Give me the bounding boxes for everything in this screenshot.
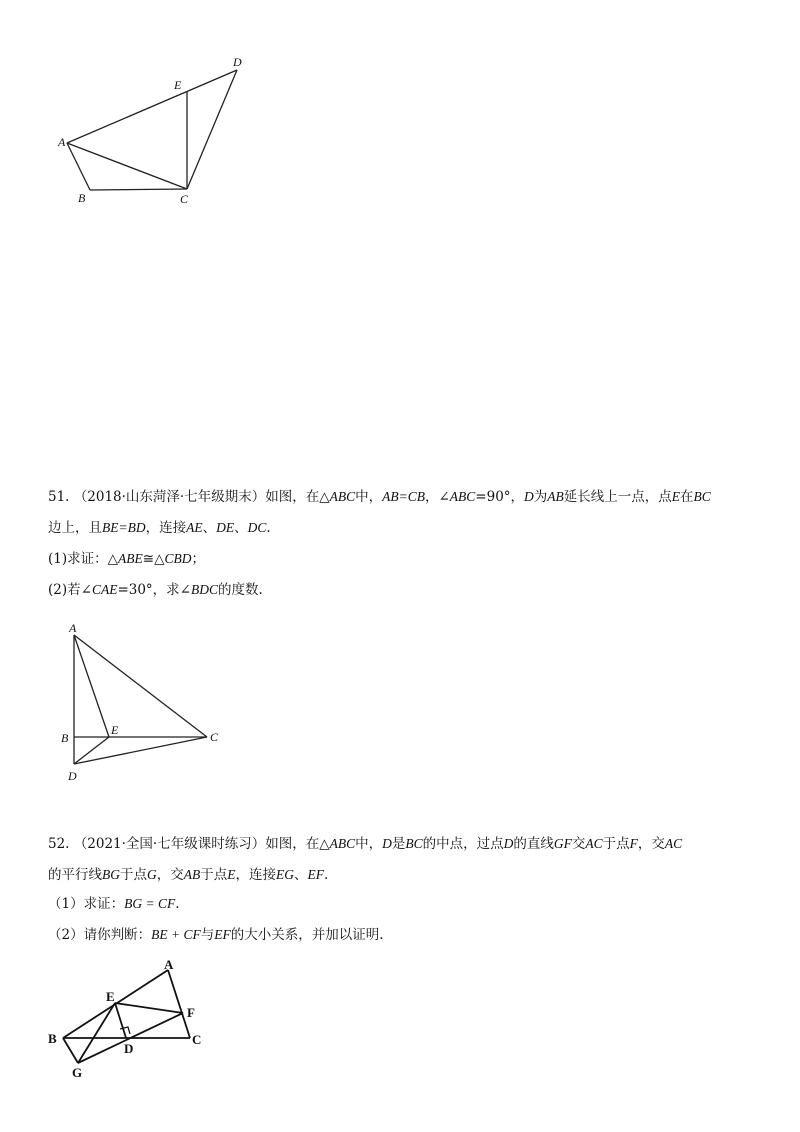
label-A: A	[69, 621, 77, 635]
q52-line1: 52. （2021·全国·七年级课时练习）如图，在△ABC中，D是BC的中点，过点D的直线GF交AC于点F，交AC	[48, 836, 683, 852]
q51-line2: 边上，且BE=BD，连接AE、DE、DC.	[48, 520, 271, 536]
label-E: E	[111, 723, 119, 737]
label-B: B	[78, 191, 86, 205]
label-D: D	[124, 1041, 134, 1056]
label-A: A	[58, 135, 66, 149]
q51-part1: (1)求证：△ABE≅△CBD；	[48, 551, 205, 567]
q52-part1: （1）求证：BG = CF.	[48, 896, 180, 912]
q51-line1: 51. （2018·山东菏泽·七年级期末）如图，在△ABC中，AB=CB，∠ABC=90°，D为AB延长线上一点，点E在BC	[48, 489, 711, 505]
q52-number: 52.	[48, 836, 70, 852]
q52-part2: （2）请你判断：BE + CF与EF的大小关系，并加以证明.	[48, 927, 384, 943]
q52-source: （2021·全国·七年级课时练习）	[73, 836, 266, 852]
q51-number: 51.	[48, 489, 70, 505]
label-A: A	[164, 957, 174, 972]
figure-triangle-midpoint	[0, 955, 800, 1095]
figure-right-triangle	[0, 600, 800, 800]
label-C: C	[192, 1032, 202, 1047]
q52-line2: 的平行线BG于点G，交AB于点E，连接EG、EF.	[48, 867, 329, 883]
label-D: D	[233, 55, 242, 69]
q51-source: （2018·山东菏泽·七年级期末）	[73, 489, 266, 505]
label-E: E	[106, 989, 115, 1004]
label-B: B	[61, 731, 69, 745]
label-F: F	[187, 1005, 195, 1020]
label-E: E	[174, 78, 182, 92]
label-G: G	[72, 1065, 83, 1080]
label-C: C	[210, 730, 219, 744]
label-D: D	[68, 769, 77, 783]
label-C: C	[180, 192, 189, 206]
figure-quadrilateral	[0, 0, 800, 220]
q51-part2: (2)若∠CAE=30°，求∠BDC的度数.	[48, 582, 263, 598]
label-B: B	[48, 1031, 57, 1046]
